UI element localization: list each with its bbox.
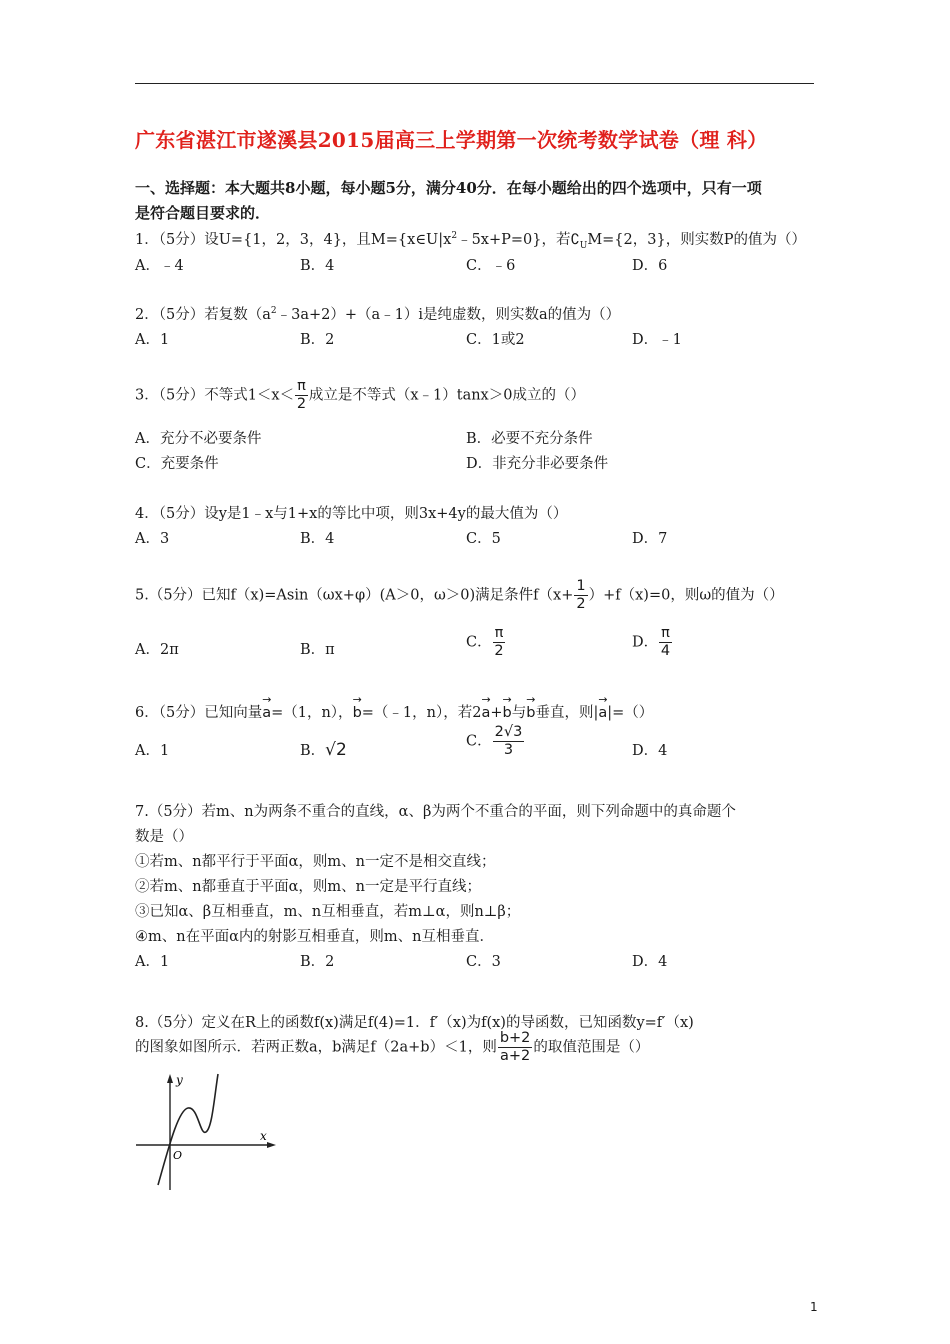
q3-frac-num: π (297, 378, 306, 394)
q5-option-d[interactable] (632, 625, 673, 660)
y-axis-label: y (176, 1073, 183, 1087)
q6-text-b: =（1，n）， (271, 705, 353, 721)
q5-d-den: 4 (660, 643, 671, 659)
q6-text-e: 与 (511, 705, 527, 721)
x-axis-label: x (260, 1129, 267, 1143)
q5-text-a: 5.（5分）已知f（x)=Asin（ωx+φ）(A＞0，ω＞0)满足条件f（x+ (135, 587, 574, 604)
q5-d-fraction (659, 625, 672, 660)
q8-frac-den: a+2 (499, 1048, 531, 1064)
q7-option-c[interactable]: C．3 (466, 954, 501, 970)
q8-text-a: 的图象如图所示．若两正数a，b满足f（2a+b）＜1，则 (135, 1039, 497, 1056)
q2-option-c[interactable]: C．1或2 (466, 332, 525, 348)
x-axis-arrow (267, 1142, 276, 1148)
q8-frac-num: b+2 (499, 1030, 531, 1046)
q2-option-b[interactable]: B．2 (300, 332, 335, 348)
q6-vector-b: → b (353, 705, 362, 721)
q1-option-b[interactable]: B．4 (300, 258, 335, 274)
page-number: 1 (810, 1300, 818, 1314)
q6-text-g: |=（） (607, 705, 654, 721)
question-7-line1: 7.（5分）若m、n为两条不重合的直线，α、β为两个不重合的平面，则下列命题中的真命题个 (135, 804, 736, 820)
q8-text-b: 的取值范围是（） (533, 1039, 650, 1056)
q5-option-a[interactable]: A．2π (135, 642, 179, 658)
question-2-stem (135, 303, 620, 324)
question-3-stem (135, 378, 585, 413)
q7-option-d[interactable]: D．4 (632, 954, 668, 970)
q6-c-den: 3 (503, 742, 514, 758)
q4-option-c[interactable]: C．5 (466, 531, 501, 547)
q7-item-1: ①若m、n都平行于平面α，则m、n一定不是相交直线； (135, 854, 496, 870)
q7-option-a[interactable]: A．1 (135, 954, 170, 970)
q1-text-b: ﹣5x+P=0}，若∁ (457, 232, 580, 248)
q5-c-fraction (493, 625, 506, 660)
q4-option-d[interactable]: D．7 (632, 531, 668, 547)
q5-text-b: ）+f（x)=0，则ω的值为（） (588, 587, 784, 604)
q5-c-num: π (494, 625, 504, 641)
q6-c-num: 2√3 (494, 724, 523, 740)
question-4-stem: 4．（5分）设y是1﹣x与1+x的等比中项，则3x+4y的最大值为（） (135, 506, 568, 522)
q6-vector-a-3: → a (598, 705, 607, 721)
y-axis-arrow (167, 1074, 173, 1083)
top-rule (135, 83, 814, 84)
q6-option-d[interactable]: D．4 (632, 743, 668, 759)
q2-option-a[interactable]: A．1 (135, 332, 170, 348)
q2-text-b: ﹣3a+2）+（a﹣1）i是纯虚数，则实数a的值为（） (276, 307, 621, 323)
question-8-line2 (135, 1030, 649, 1065)
q7-item-2: ②若m、n都垂直于平面α，则m、n一定是平行直线； (135, 879, 481, 895)
q4-option-a[interactable]: A．3 (135, 531, 170, 547)
q3-option-a[interactable]: A．充分不必要条件 (135, 431, 262, 447)
q6-b-sqrt: √2 (325, 740, 347, 760)
q1-option-c[interactable]: C．﹣6 (466, 258, 516, 274)
q3-option-d[interactable]: D．非充分非必要条件 (466, 456, 609, 472)
question-7-line2: 数是（） (135, 829, 193, 845)
q3-text-b: 成立是不等式（x﹣1）tanx＞0成立的（） (308, 387, 585, 404)
question-5-stem (135, 578, 784, 613)
q5-option-b[interactable]: B．π (300, 642, 335, 658)
q2-text-a: 2．（5分）若复数（a (135, 307, 271, 323)
q3-option-c[interactable]: C．充要条件 (135, 456, 219, 472)
q2-option-d[interactable]: D．﹣1 (632, 332, 682, 348)
q7-item-4: ④m、n在平面α内的射影互相垂直，则m、n互相垂直． (135, 929, 494, 945)
exam-title: 广东省湛江市遂溪县2015届高三上学期第一次统考数学试卷（理 科） (135, 128, 768, 152)
q5-c-label: C． (466, 634, 492, 651)
q6-vector-a: → a (262, 705, 271, 721)
curve (158, 1074, 218, 1185)
q3-fraction (295, 378, 308, 413)
q1-sub: U (579, 240, 588, 251)
q5-c-den: 2 (494, 643, 504, 659)
section-heading-line2: 是符合题目要求的． (135, 204, 271, 222)
q5-frac-den: 2 (576, 596, 586, 612)
q2-sup: 2 (270, 306, 277, 317)
q7-option-b[interactable]: B．2 (300, 954, 335, 970)
q3-text-a: 3．（5分）不等式1＜x＜ (135, 387, 295, 404)
q6-b-label: B． (300, 743, 326, 759)
q1-option-d[interactable]: D．6 (632, 258, 668, 274)
q6-text-f: 垂直，则| (535, 705, 599, 721)
q5-d-label: D． (632, 634, 659, 651)
q1-sup: 2 (451, 231, 458, 242)
q3-option-b[interactable]: B．必要不充分条件 (466, 431, 593, 447)
q6-option-a[interactable]: A．1 (135, 743, 170, 759)
q1-text-a: 1．（5分）设U={1，2，3，4}，且M={x∈U|x (135, 232, 452, 248)
q3-frac-den: 2 (296, 396, 307, 412)
q7-item-3: ③已知α、β互相垂直，m、n互相垂直，若m⊥α，则n⊥β； (135, 904, 521, 920)
derivative-graph (130, 1070, 280, 1195)
question-6-stem (135, 701, 653, 722)
q5-fraction (574, 578, 587, 613)
q6-option-b[interactable] (300, 739, 347, 760)
q6-vector-a-2: → a (481, 705, 490, 721)
section-heading-line1: 一、选择题：本大题共8小题，每小题5分，满分40分．在每小题给出的四个选项中，只有一项 (135, 179, 762, 197)
q6-c-label: C． (466, 733, 492, 750)
q6-text-d: + (490, 705, 503, 721)
q6-option-c[interactable] (466, 724, 525, 759)
q5-option-c[interactable] (466, 625, 506, 660)
q6-text-c: =（﹣1，n），若2 (361, 705, 482, 721)
q5-d-num: π (661, 625, 670, 641)
q6-vector-b-2: → b (503, 705, 512, 721)
q8-fraction (498, 1030, 533, 1065)
question-1-stem (135, 228, 806, 251)
q1-option-a[interactable]: A．﹣4 (135, 258, 184, 274)
q1-text-c: M={2，3}，则实数P的值为（） (587, 232, 806, 248)
q6-c-fraction (493, 724, 525, 759)
question-8-line1: 8.（5分）定义在R上的函数f(x)满足f(4)=1．f′（x)为f(x)的导函数，已知函数y=f′（x) (135, 1015, 694, 1031)
q4-option-b[interactable]: B．4 (300, 531, 335, 547)
q5-frac-num: 1 (576, 578, 586, 594)
q6-vector-b-3: → b (526, 705, 535, 721)
q6-text-a: 6．（5分）已知向量 (135, 705, 263, 721)
origin-label: O (173, 1149, 183, 1162)
